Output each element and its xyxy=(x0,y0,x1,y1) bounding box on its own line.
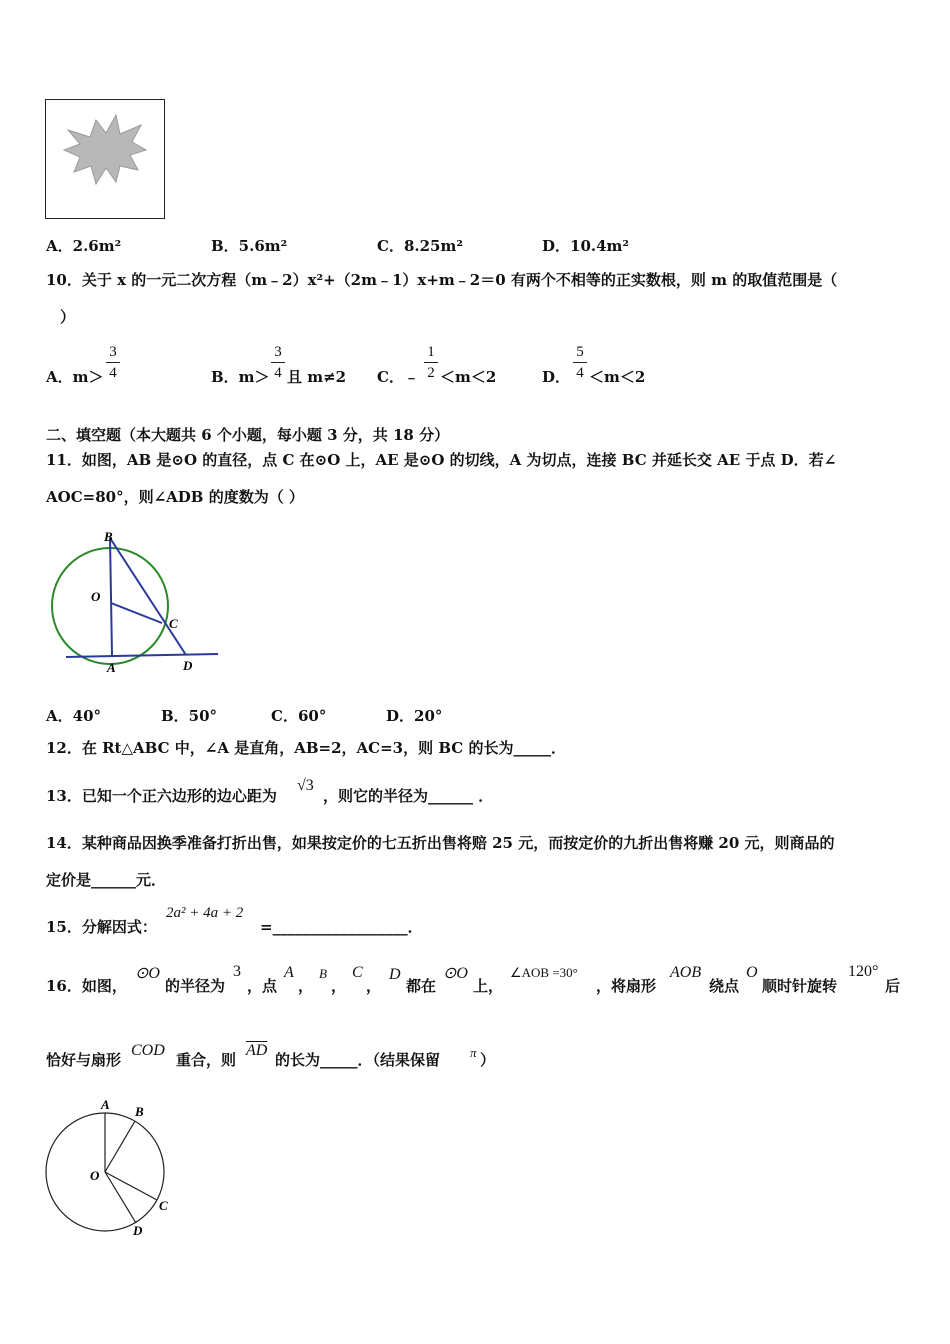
q16-text-8: 上， xyxy=(473,977,504,995)
q16-math-10: O xyxy=(746,964,758,981)
label-d: D xyxy=(133,1223,143,1238)
label-d: D xyxy=(183,658,193,673)
q11-option-b[interactable]: B．50° xyxy=(161,707,218,725)
q16-text-2: 的半径为 xyxy=(165,977,226,995)
fraction-denominator: 4 xyxy=(274,365,282,381)
q16-math-6: D xyxy=(389,966,401,983)
q12-stem: 12．在 Rt△ABC 中，∠A 是直角，AB=2，AC=3，则 BC 的长为_____． xyxy=(46,739,566,757)
q16-text-3: ，点 xyxy=(247,977,278,995)
q11-stem-line2: AOC=80°，则∠ADB 的度数为（ ） xyxy=(46,488,304,506)
fraction-numerator: 3 xyxy=(109,344,117,360)
q15-stem-prefix: 15．分解因式： xyxy=(46,918,157,936)
q9-option-a[interactable]: A．2.6m² xyxy=(46,237,122,255)
segment-bd xyxy=(110,538,186,655)
q16-line2-arc-ad: $\overline{AD}$ xyxy=(246,1042,268,1059)
fraction-bar xyxy=(573,362,587,363)
q16-circle-figure xyxy=(40,1092,180,1242)
q11-option-c[interactable]: C．60° xyxy=(271,707,327,725)
star-shape-figure xyxy=(46,100,164,218)
fraction-denominator: 4 xyxy=(109,365,117,381)
q16-math-11: 120° xyxy=(848,963,879,980)
q11-stem-line1: 11．如图，AB 是⊙O 的直径，点 C 在⊙O 上，AE 是⊙O 的切线，A 为切点，连接 BC 并延长交 AE 于点 D．若∠ xyxy=(46,451,837,469)
q11-option-d[interactable]: D．20° xyxy=(386,707,443,725)
q11-circle-figure xyxy=(48,524,223,679)
q16-text-12: 后 xyxy=(885,977,901,995)
fraction-bar xyxy=(271,362,285,363)
q16-math-7: ⊙O xyxy=(443,965,468,982)
q10-option-b-prefix[interactable]: B．m＞ xyxy=(211,368,270,386)
fraction-numerator: 3 xyxy=(274,344,282,360)
q13-radical: √3 xyxy=(297,777,314,794)
q9-option-d[interactable]: D．10.4m² xyxy=(542,237,629,255)
q16-text-4: ， xyxy=(298,977,314,995)
q11-option-a[interactable]: A．40° xyxy=(46,707,102,725)
q10-option-d-prefix[interactable]: D． xyxy=(542,368,571,386)
label-c: C xyxy=(159,1198,168,1213)
label-c: C xyxy=(169,616,178,631)
q10-option-d-fraction xyxy=(573,343,587,382)
q16-math-8: ∠AOB =30° xyxy=(510,965,578,980)
q10-option-b-fraction xyxy=(271,343,285,382)
q16-math-5: C xyxy=(352,964,363,981)
q9-option-b[interactable]: B．5.6m² xyxy=(211,237,288,255)
q16-line2-math-1: COD xyxy=(131,1042,165,1059)
q16-line2-text-3: 的长为_____．（结果保留 xyxy=(275,1051,441,1069)
fraction-bar xyxy=(424,362,438,363)
q16-text-5: ， xyxy=(331,977,347,995)
q15-expression: 2a² + 4a + 2 xyxy=(166,905,244,921)
q10-option-c-fraction xyxy=(424,343,438,382)
star-shape xyxy=(64,115,146,184)
q14-stem-line2: 定价是______元． xyxy=(46,871,167,889)
fraction-bar xyxy=(106,362,120,363)
q10-option-c-prefix[interactable]: C．﹣ xyxy=(377,368,419,386)
label-b: B xyxy=(104,529,113,544)
q13-stem-prefix: 13．已知一个正六边形的边心距为 xyxy=(46,787,277,805)
q9-option-c[interactable]: C．8.25m² xyxy=(377,237,463,255)
label-o: O xyxy=(91,589,101,604)
radius-ob xyxy=(105,1121,135,1172)
q16-math-3: A xyxy=(284,964,294,981)
fraction-numerator: 5 xyxy=(576,344,584,360)
q10-stem-line1: 10．关于 x 的一元二次方程（m﹣2）x²+（2m﹣1）x+m﹣2＝0 有两个不相等的正实数根，则 m 的取值范围是（ xyxy=(46,271,838,289)
q10-option-d-suffix: ＜m＜2 xyxy=(589,368,646,386)
q9-figure-frame xyxy=(45,99,165,219)
q16-line2-math-pi: π xyxy=(470,1045,477,1060)
q16-text-9: ，将扇形 xyxy=(596,977,657,995)
fraction-denominator: 2 xyxy=(427,365,435,381)
q16-math-9: AOB xyxy=(670,964,702,981)
label-a: A xyxy=(107,660,116,675)
q10-option-b-suffix: 且 m≠2 xyxy=(287,368,347,386)
q16-math-1: ⊙O xyxy=(135,965,160,982)
q13-stem-suffix: ，则它的半径为______ ． xyxy=(323,787,494,805)
q16-line2-text-4: ） xyxy=(480,1051,496,1069)
label-o: O xyxy=(90,1168,100,1183)
q15-stem-suffix: =__________________． xyxy=(260,918,423,936)
q14-stem-line1: 14．某种商品因换季准备打折出售，如果按定价的七五折出售将赔 25 元，而按定价的九折出售将赚 20 元，则商品的 xyxy=(46,834,835,852)
fraction-denominator: 4 xyxy=(576,365,584,381)
radius-od xyxy=(105,1172,136,1223)
q16-text-11: 顺时针旋转 xyxy=(762,977,838,995)
label-a: A xyxy=(101,1097,110,1112)
q10-option-a-prefix[interactable]: A．m＞ xyxy=(46,368,104,386)
q16-text-7: 都在 xyxy=(406,977,437,995)
q10-option-a-fraction xyxy=(106,343,120,382)
segment-ab xyxy=(110,538,112,656)
q16-text-10: 绕点 xyxy=(709,977,740,995)
label-b: B xyxy=(135,1104,144,1119)
q10-option-c-suffix: ＜m＜2 xyxy=(440,368,497,386)
q16-line2-text-1: 恰好与扇形 xyxy=(46,1051,122,1069)
q16-text-1: 16．如图， xyxy=(46,977,127,995)
radius-oc xyxy=(105,1172,157,1200)
q16-line2-text-2: 重合，则 xyxy=(176,1051,237,1069)
q16-math-4: B xyxy=(319,966,327,981)
q16-math-2: 3 xyxy=(233,963,241,980)
q10-stem-line2: ） xyxy=(60,308,76,326)
fraction-numerator: 1 xyxy=(427,344,435,360)
q16-text-6: ， xyxy=(366,977,382,995)
section-2-heading: 二、填空题（本大题共 6 个小题，每小题 3 分，共 18 分） xyxy=(46,426,450,444)
